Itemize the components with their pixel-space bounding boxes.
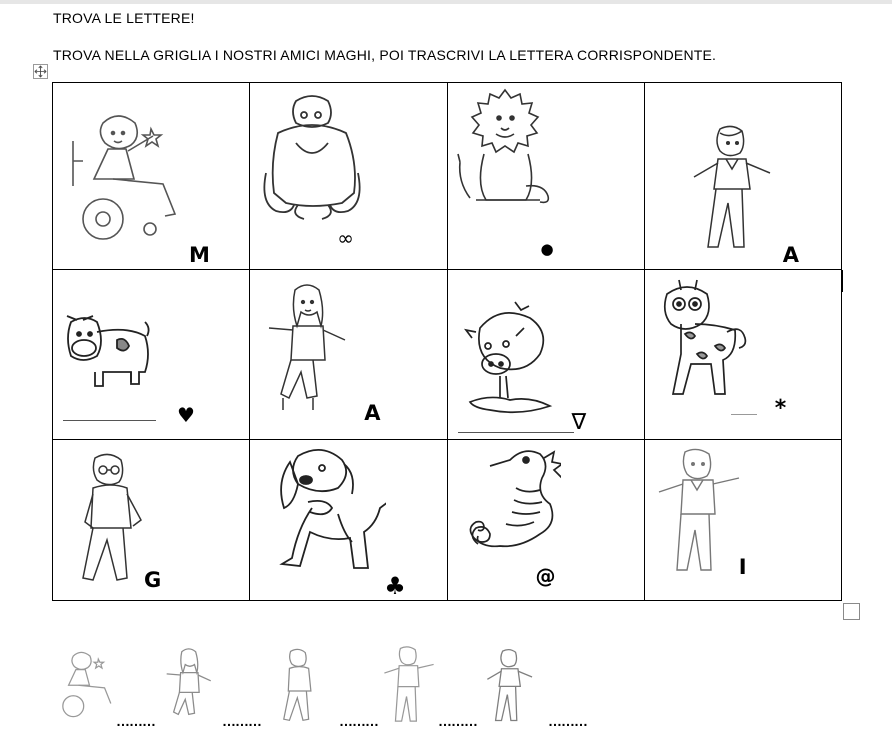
pig-handstand-drawing: [460, 298, 555, 414]
grid-cell-lion[interactable]: [447, 83, 644, 270]
lion-drawing: [456, 86, 554, 208]
grid-symbol: ●: [540, 240, 554, 258]
girl-wheelchair-drawing: [68, 111, 183, 246]
answer-line: [458, 432, 574, 433]
grid-cell-boy-arms-out[interactable]: [644, 440, 841, 601]
grid-symbol: @: [535, 564, 556, 588]
grid-cell-cow[interactable]: [53, 270, 250, 440]
answer-blank[interactable]: ………: [438, 713, 477, 729]
table-resize-icon[interactable]: [843, 603, 860, 620]
answer-blank[interactable]: ………: [222, 713, 261, 729]
seahorse-drawing: [456, 444, 561, 560]
answer-blank[interactable]: ………: [548, 713, 587, 729]
grid-symbol: ♣: [384, 572, 406, 600]
answer-row: [0, 640, 892, 747]
worksheet-instruction: TROVA NELLA GRIGLIA I NOSTRI AMICI MAGHI, POI TRASCRIVI LA LETTERA CORRISPONDENTE.: [53, 47, 717, 63]
answer-line: [63, 420, 156, 421]
grid-cell-seahorse[interactable]: [447, 440, 644, 601]
cow-drawing: [61, 308, 153, 398]
girl-long-hair-drawing: [265, 280, 350, 418]
letters-grid: [52, 82, 842, 601]
move-arrows-icon: [34, 65, 47, 78]
grid-symbol: ♥: [177, 403, 195, 427]
table-move-handle[interactable]: [33, 64, 48, 79]
grid-letter: I: [738, 555, 747, 579]
answer-row-boy-arms-out: [380, 646, 438, 726]
grid-letter: A: [364, 401, 381, 425]
giraffe-drawing: [657, 274, 757, 409]
text-cursor: [842, 270, 843, 292]
answer-row-boy-waving: [485, 648, 535, 726]
answer-row-girl-wheelchair: [55, 648, 115, 722]
worksheet-title: TROVA LE LETTERE!: [53, 10, 195, 26]
grid-cell-giraffe[interactable]: [644, 270, 841, 440]
grid-cell-boy-waving[interactable]: [644, 83, 841, 270]
answer-blank[interactable]: ………: [339, 713, 378, 729]
grid-symbol: *: [774, 396, 787, 421]
boy-waving-drawing: [690, 125, 775, 255]
grid-symbol: ∇: [571, 410, 587, 435]
grid-cell-boy-glasses[interactable]: [53, 440, 250, 601]
grid-cell-gorilla[interactable]: [250, 83, 447, 270]
grid-cell-girl-long-hair[interactable]: [250, 270, 447, 440]
boy-arms-out-drawing: [657, 448, 741, 578]
answer-row-girl-long-hair: [164, 646, 214, 726]
grid-cell-girl-wheelchair[interactable]: [53, 83, 250, 270]
grid-letter: G: [144, 568, 162, 592]
answer-row-boy-glasses: [277, 648, 325, 726]
dog-drawing: [268, 446, 386, 586]
grid-cell-dog[interactable]: [250, 440, 447, 601]
top-ruler-strip: [0, 0, 892, 4]
answer-blank[interactable]: ………: [116, 713, 155, 729]
answer-line: [731, 414, 757, 415]
grid-symbol: ∞: [337, 226, 354, 250]
gorilla-drawing: [258, 93, 366, 221]
grid-cell-pig-handstand[interactable]: [447, 270, 644, 440]
grid-letter: A: [782, 243, 800, 267]
grid-letter: M: [189, 243, 210, 267]
